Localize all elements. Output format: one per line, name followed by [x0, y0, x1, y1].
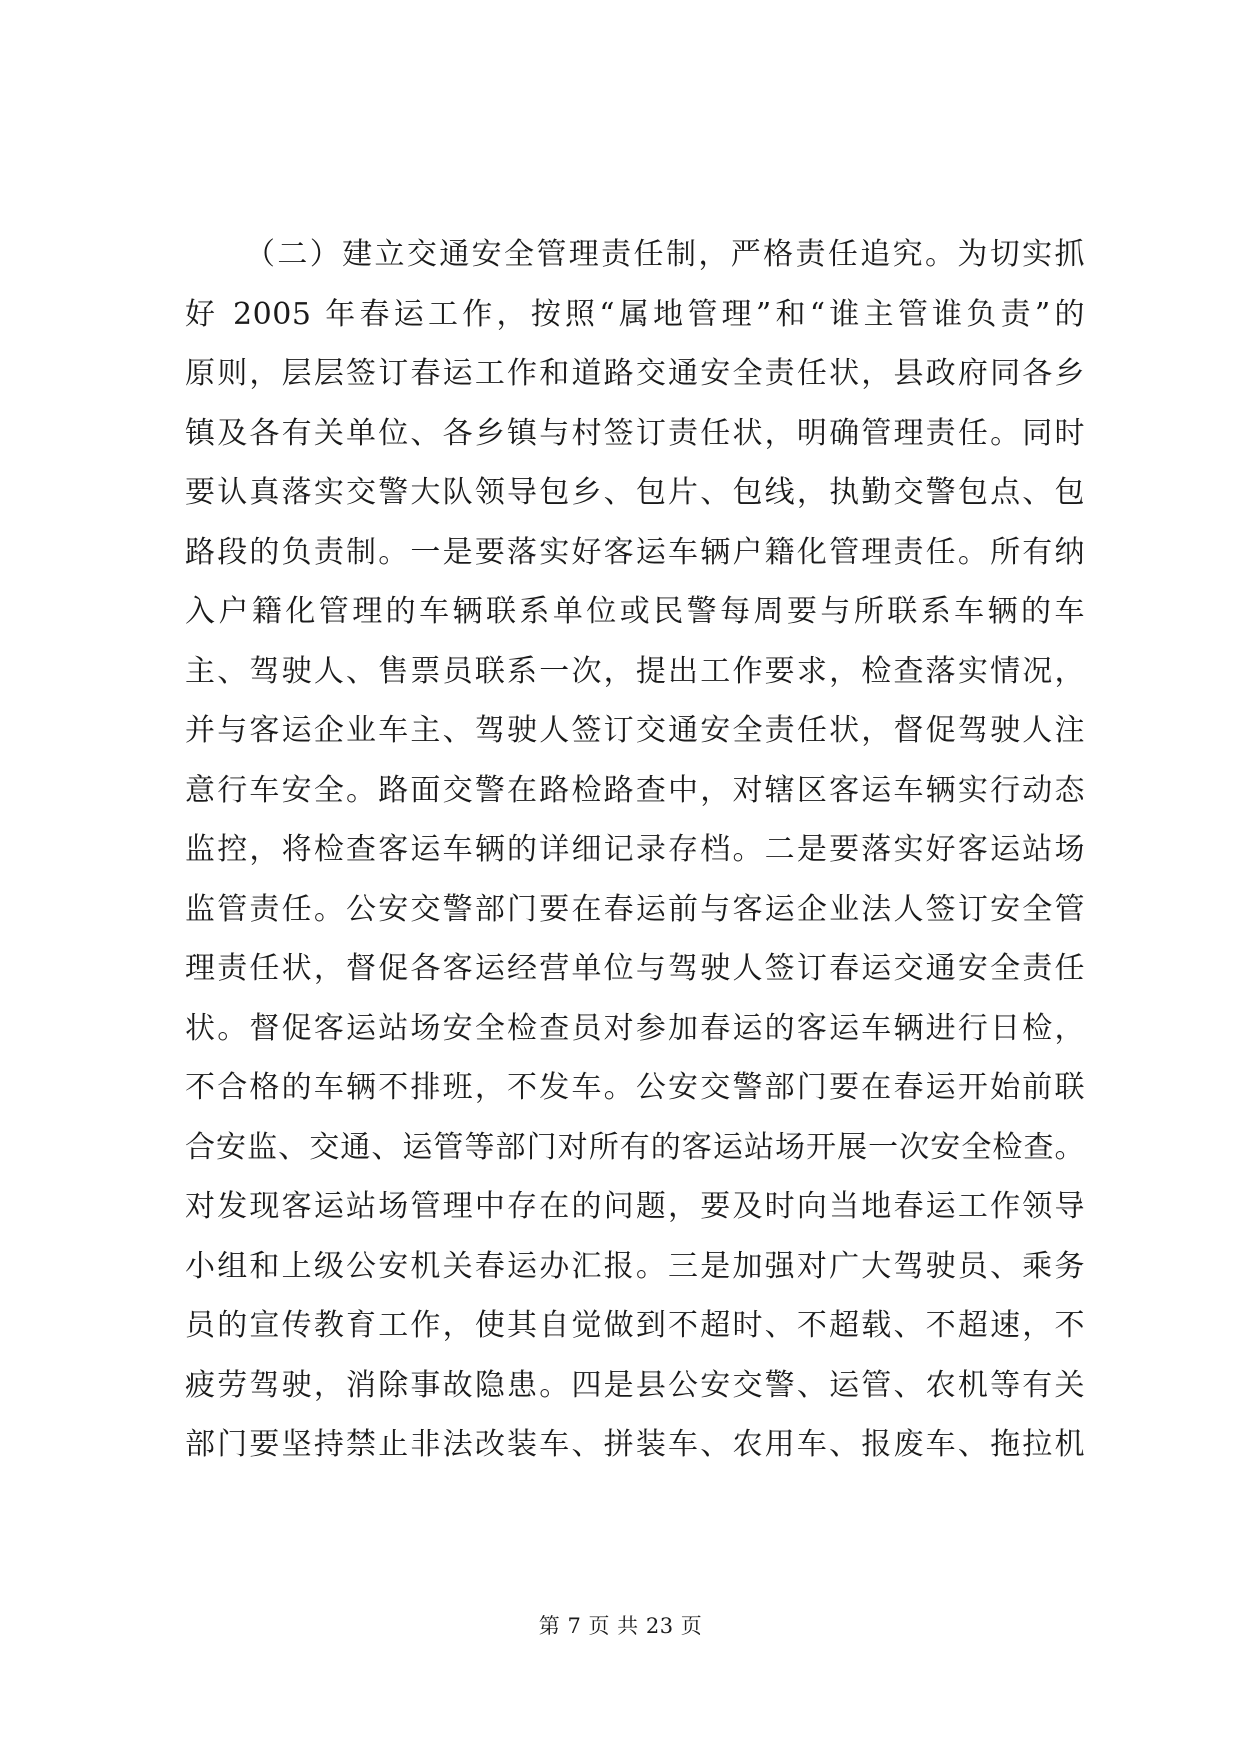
text-line: 要认真落实交警大队领导包乡、包片、包线，执勤交警包点、包: [185, 475, 1085, 510]
text-line: 路段的负责制。一是要落实好客运车辆户籍化管理责任。所有纳: [185, 534, 1085, 570]
text-line: 对发现客运站场管理中存在的问题，要及时向当地春运工作领导: [185, 1189, 1085, 1224]
text-line: 主、驾驶人、售票员联系一次，提出工作要求，检查落实情况，: [185, 653, 1085, 689]
text-line: 部门要坚持禁止非法改装车、拼装车、农用车、报废车、拖拉机: [185, 1427, 1085, 1462]
text-line: 理责任状，督促各客运经营单位与驾驶人签订春运交通安全责任: [185, 951, 1085, 986]
text-line: 不合格的车辆不排班，不发车。公安交警部门要在春运开始前联: [185, 1070, 1085, 1105]
text-line: 监控，将检查客运车辆的详细记录存档。二是要落实好客运站场: [185, 832, 1085, 867]
text-line: 疲劳驾驶，消除事故隐患。四是县公安交警、运管、农机等有关: [185, 1367, 1085, 1403]
text-line: 状。督促客运站场安全检查员对参加春运的客运车辆进行日检，: [185, 1010, 1085, 1046]
text-line: 入户籍化管理的车辆联系单位或民警每周要与所联系车辆的车: [185, 594, 1085, 629]
page-number-footer: 第 7 页 共 23 页: [538, 1614, 703, 1638]
text-line: 意行车安全。路面交警在路检路查中，对辖区客运车辆实行动态: [185, 772, 1085, 808]
text-line: 监管责任。公安交警部门要在春运前与客运企业法人签订安全管: [185, 891, 1085, 927]
text-line: 镇及各有关单位、各乡镇与村签订责任状，明确管理责任。同时: [185, 415, 1085, 451]
text-line: 员的宣传教育工作，使其自觉做到不超时、不超载、不超速，不: [185, 1308, 1085, 1343]
text-line: （二）建立交通安全管理责任制，严格责任追究。为切实抓: [245, 237, 1085, 272]
text-line: 小组和上级公安机关春运办汇报。三是加强对广大驾驶员、乘务: [185, 1248, 1085, 1284]
body-paragraph: [185, 225, 1085, 1475]
text-line: 原则，层层签订春运工作和道路交通安全责任状，县政府同各乡: [185, 356, 1085, 391]
text-line: 并与客运企业车主、驾驶人签订交通安全责任状，督促驾驶人注: [185, 713, 1085, 748]
text-line: 合安监、交通、运管等部门对所有的客运站场开展一次安全检查。: [185, 1129, 1085, 1165]
text-line: 好 2005 年春运工作，按照“属地管理”和“谁主管谁负责”的: [185, 296, 1085, 332]
